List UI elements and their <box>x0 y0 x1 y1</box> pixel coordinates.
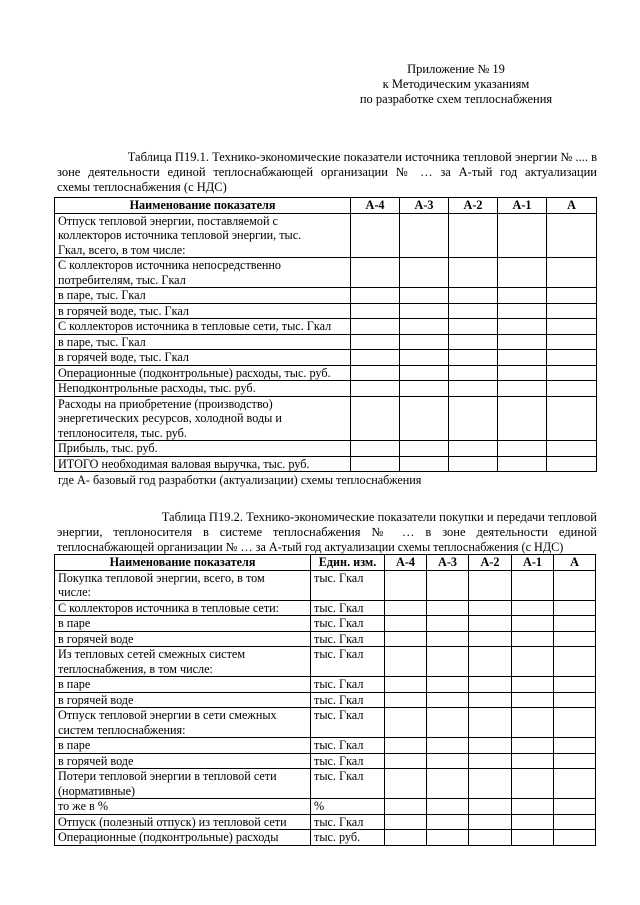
table1-value-cell <box>498 381 547 397</box>
table2-value-cell <box>469 647 512 677</box>
table1-value-cell <box>449 350 498 366</box>
table1-header-row <box>55 198 597 214</box>
table2-row-label <box>55 814 311 830</box>
table2-row-label <box>55 769 311 799</box>
table2-row-label <box>55 647 311 677</box>
table2-value-cell <box>427 616 469 632</box>
row-label-line: в паре, тыс. Гкал <box>58 334 146 349</box>
table-row <box>55 738 596 754</box>
table-row <box>55 769 596 799</box>
table1-value-cell <box>498 456 547 472</box>
table-row <box>55 708 596 738</box>
table1-header-cell: А-1 <box>498 198 547 214</box>
table-row <box>55 647 596 677</box>
row-label-line: коллекторов источника тепловой энергии, тыс. <box>58 228 302 242</box>
table1-value-cell <box>547 365 597 381</box>
table1-value-cell <box>351 303 400 319</box>
appendix-header <box>346 62 566 107</box>
table2-caption <box>57 510 597 555</box>
table-row <box>55 334 597 350</box>
table1-value-cell <box>400 456 449 472</box>
table2-row-label <box>55 570 311 600</box>
table2-value-cell <box>385 799 427 815</box>
table1-value-cell <box>547 334 597 350</box>
table2-value-cell <box>554 738 596 754</box>
table1-value-cell <box>449 258 498 288</box>
table2-value-cell <box>427 738 469 754</box>
table1-value-cell <box>547 456 597 472</box>
table1-caption-line2: зоне деятельности единой теплоснабжающей организации № … за А-тый год актуализации <box>57 165 597 179</box>
table2-value-cell <box>512 692 554 708</box>
table2-row-label <box>55 738 311 754</box>
table2-row-label <box>55 616 311 632</box>
table2-header-row <box>55 555 596 571</box>
table1-header-cell: А <box>547 198 597 214</box>
table2-value-cell <box>554 814 596 830</box>
table2-value-cell <box>469 769 512 799</box>
table2-value-cell <box>512 738 554 754</box>
table2-unit-cell: тыс. Гкал <box>311 738 385 754</box>
table1-row-label <box>55 365 351 381</box>
table1-row-label <box>55 288 351 304</box>
table1-value-cell <box>547 441 597 457</box>
table2-unit-cell: тыс. Гкал <box>311 600 385 616</box>
table-row <box>55 677 596 693</box>
table2-value-cell <box>385 677 427 693</box>
row-label-line: Отпуск тепловой энергии, поставляемой с <box>58 213 278 228</box>
row-label-line: числе: <box>58 585 91 599</box>
table1-value-cell <box>449 441 498 457</box>
table1-value-cell <box>400 334 449 350</box>
table1-value-cell <box>351 381 400 397</box>
table2-unit-cell: тыс. Гкал <box>311 692 385 708</box>
table1-value-cell <box>498 288 547 304</box>
row-label-line: в горячей воде <box>58 631 134 646</box>
table2-value-cell <box>554 616 596 632</box>
table-row <box>55 381 597 397</box>
table1 <box>54 197 597 472</box>
table1-value-cell <box>449 213 498 258</box>
row-label-line: в паре, тыс. Гкал <box>58 288 146 302</box>
table1-header-cell: А-4 <box>351 198 400 214</box>
table2-value-cell <box>469 570 512 600</box>
table1-value-cell <box>498 334 547 350</box>
table1-value-cell <box>351 319 400 335</box>
row-label-line: С коллекторов источника непосредственно <box>58 258 282 272</box>
row-label-line: Неподконтрольные расходы, тыс. руб. <box>58 381 256 395</box>
table2-unit-cell: тыс. Гкал <box>311 753 385 769</box>
row-label-line: в паре <box>58 616 91 630</box>
table2-value-cell <box>385 708 427 738</box>
table1-value-cell <box>547 288 597 304</box>
table-row <box>55 258 597 288</box>
table1-value-cell <box>351 396 400 441</box>
row-label-line: Расходы на приобретение (производство) <box>58 396 273 411</box>
table1-row-label <box>55 319 351 335</box>
table-row <box>55 631 596 647</box>
row-label-line: Прибыль, тыс. руб. <box>58 441 158 455</box>
table2-header-cell: А-3 <box>427 555 469 571</box>
table1-row-label <box>55 303 351 319</box>
table2-value-cell <box>554 692 596 708</box>
table1-value-cell <box>351 213 400 258</box>
table1-value-cell <box>351 456 400 472</box>
row-label-line: С коллекторов источника в тепловые сети, тыс. Гкал <box>58 319 332 333</box>
table1-value-cell <box>449 319 498 335</box>
table1-header-cell: А-2 <box>449 198 498 214</box>
table2-value-cell <box>469 753 512 769</box>
table1-value-cell <box>547 350 597 366</box>
table1-value-cell <box>498 441 547 457</box>
table2-value-cell <box>512 708 554 738</box>
row-label-line: в паре <box>58 738 91 752</box>
table1-value-cell <box>400 213 449 258</box>
table2-value-cell <box>512 814 554 830</box>
row-label-line: в горячей воде, тыс. Гкал <box>58 303 189 318</box>
row-label-line: в горячей воде <box>58 692 134 707</box>
table2-value-cell <box>512 753 554 769</box>
table2-value-cell <box>554 708 596 738</box>
table1-row-label <box>55 441 351 457</box>
table1-value-cell <box>449 303 498 319</box>
table1-value-cell <box>351 258 400 288</box>
table1-value-cell <box>498 396 547 441</box>
table-row <box>55 570 596 600</box>
table2-header-cell: Наименование показателя <box>55 555 311 571</box>
table1-value-cell <box>498 365 547 381</box>
table2-value-cell <box>554 769 596 799</box>
row-label-line: Операционные (подконтрольные) расходы, тыс. руб. <box>58 365 331 380</box>
row-label-line: Потери тепловой энергии в тепловой сети <box>58 769 277 783</box>
row-label-line: теплоносителя, тыс. руб. <box>58 425 187 440</box>
table2-value-cell <box>554 677 596 693</box>
table1-value-cell <box>449 288 498 304</box>
table2-value-cell <box>385 753 427 769</box>
table2-row-label <box>55 708 311 738</box>
table1-row-label <box>55 396 351 441</box>
table1-value-cell <box>498 319 547 335</box>
table2-value-cell <box>469 692 512 708</box>
table2-value-cell <box>469 631 512 647</box>
table2-unit-cell: тыс. Гкал <box>311 570 385 600</box>
table2-value-cell <box>385 738 427 754</box>
table1-value-cell <box>449 365 498 381</box>
table2-row-label <box>55 692 311 708</box>
table2-value-cell <box>427 570 469 600</box>
table-row <box>55 350 597 366</box>
table1-value-cell <box>449 456 498 472</box>
table2-caption-line2: энергии, теплоносителя в системе теплоснабжения № … в зоне деятельности единой <box>57 525 597 539</box>
row-label-line: Операционные (подконтрольные) расходы <box>58 830 279 844</box>
table2-header-cell: Един. изм. <box>311 555 385 571</box>
table2-value-cell <box>512 631 554 647</box>
table2-row-label <box>55 600 311 616</box>
table1-value-cell <box>351 441 400 457</box>
table2-value-cell <box>469 799 512 815</box>
table2-value-cell <box>427 631 469 647</box>
table2-value-cell <box>385 600 427 616</box>
table-row <box>55 441 597 457</box>
table2-row-label <box>55 830 311 846</box>
table2-value-cell <box>469 708 512 738</box>
table1-value-cell <box>547 258 597 288</box>
table2-row-label <box>55 753 311 769</box>
row-label-line: в паре <box>58 677 91 691</box>
table2-header-cell: А <box>554 555 596 571</box>
table2-value-cell <box>512 570 554 600</box>
table-row <box>55 288 597 304</box>
table1-value-cell <box>400 381 449 397</box>
table2-header-cell: А-2 <box>469 555 512 571</box>
table2-row-label <box>55 677 311 693</box>
table2-value-cell <box>554 631 596 647</box>
table2-unit-cell: % <box>311 799 385 815</box>
table1-header-cell: А-3 <box>400 198 449 214</box>
table2-value-cell <box>512 769 554 799</box>
table2-unit-cell: тыс. Гкал <box>311 708 385 738</box>
table2-unit-cell: тыс. Гкал <box>311 677 385 693</box>
table2-unit-cell: тыс. Гкал <box>311 647 385 677</box>
table2-value-cell <box>469 814 512 830</box>
table2-value-cell <box>512 616 554 632</box>
table2-value-cell <box>385 647 427 677</box>
table2-row-label <box>55 799 311 815</box>
row-label-line: в горячей воде <box>58 753 134 768</box>
table-row <box>55 753 596 769</box>
table1-value-cell <box>400 303 449 319</box>
table2-value-cell <box>512 647 554 677</box>
table2-unit-cell: тыс. Гкал <box>311 814 385 830</box>
table2-value-cell <box>427 647 469 677</box>
table2-unit-cell: тыс. Гкал <box>311 769 385 799</box>
table2-value-cell <box>427 708 469 738</box>
table1-header-cell: Наименование показателя <box>55 198 351 214</box>
table1-value-cell <box>400 396 449 441</box>
table2-caption-line1: Таблица П19.2. Технико-экономические показатели покупки и передачи тепловой <box>161 510 597 524</box>
table1-value-cell <box>498 303 547 319</box>
table-row <box>55 814 596 830</box>
table-row <box>55 303 597 319</box>
table-row <box>55 319 597 335</box>
table2-value-cell <box>512 830 554 846</box>
table2-value-cell <box>512 677 554 693</box>
table1-value-cell <box>400 319 449 335</box>
table1-row-label <box>55 456 351 472</box>
table2-value-cell <box>385 631 427 647</box>
table2-value-cell <box>469 830 512 846</box>
table1-value-cell <box>547 396 597 441</box>
table2-value-cell <box>512 600 554 616</box>
table2-value-cell <box>385 814 427 830</box>
table1-value-cell <box>498 258 547 288</box>
row-label-line: систем теплоснабжения: <box>58 722 186 737</box>
row-label-line: Гкал, всего, в том числе: <box>58 242 186 257</box>
table2 <box>54 554 596 846</box>
table1-value-cell <box>547 381 597 397</box>
table-row <box>55 396 597 441</box>
table2-value-cell <box>469 600 512 616</box>
table2-value-cell <box>554 570 596 600</box>
table2-value-cell <box>469 616 512 632</box>
table2-value-cell <box>469 738 512 754</box>
row-label-line: в горячей воде, тыс. Гкал <box>58 350 189 364</box>
row-label-line: ИТОГО необходимая валовая выручка, тыс. руб. <box>58 456 310 471</box>
table1-row-label <box>55 213 351 258</box>
table1-caption-line1: Таблица П19.1. Технико-экономические показатели источника тепловой энергии № .... в <box>127 150 597 164</box>
table1-row-label <box>55 381 351 397</box>
table2-unit-cell: тыс. руб. <box>311 830 385 846</box>
row-label-line: Из тепловых сетей смежных систем <box>58 647 246 661</box>
row-label-line: энергетических ресурсов, холодной воды и <box>58 411 282 425</box>
table-row <box>55 799 596 815</box>
table2-value-cell <box>385 616 427 632</box>
table1-value-cell <box>400 365 449 381</box>
table-row <box>55 616 596 632</box>
table1-value-cell <box>400 350 449 366</box>
table2-unit-cell: тыс. Гкал <box>311 616 385 632</box>
table2-value-cell <box>512 799 554 815</box>
table1-value-cell <box>449 334 498 350</box>
table2-value-cell <box>427 814 469 830</box>
table1-caption <box>57 150 597 195</box>
table2-unit-cell: тыс. Гкал <box>311 631 385 647</box>
table2-header-cell: А-1 <box>512 555 554 571</box>
table2-value-cell <box>469 677 512 693</box>
table2-value-cell <box>427 769 469 799</box>
table2-value-cell <box>554 753 596 769</box>
table-row <box>55 692 596 708</box>
row-label-line: Покупка тепловой энергии, всего, в том <box>58 570 265 585</box>
table-row <box>55 456 597 472</box>
table1-note: где А- базовый год разработки (актуализации) схемы теплоснабжения <box>58 473 422 487</box>
table2-value-cell <box>554 647 596 677</box>
table2-value-cell <box>554 830 596 846</box>
table2-value-cell <box>427 677 469 693</box>
table1-value-cell <box>547 213 597 258</box>
table1-value-cell <box>400 258 449 288</box>
table2-value-cell <box>554 600 596 616</box>
appendix-ref: к Методическим указаниям <box>382 77 530 91</box>
table1-row-label <box>55 334 351 350</box>
table1-value-cell <box>351 288 400 304</box>
table1-value-cell <box>351 334 400 350</box>
table1-row-label <box>55 258 351 288</box>
row-label-line: Отпуск (полезный отпуск) из тепловой сети <box>58 814 287 829</box>
table2-value-cell <box>427 830 469 846</box>
table2-value-cell <box>427 692 469 708</box>
row-label-line: Отпуск тепловой энергии в сети смежных <box>58 708 277 722</box>
table-row <box>55 365 597 381</box>
table1-value-cell <box>547 303 597 319</box>
appendix-topic: по разработке схем теплоснабжения <box>359 92 553 106</box>
table-row <box>55 600 596 616</box>
table2-value-cell <box>554 799 596 815</box>
table2-value-cell <box>385 830 427 846</box>
table2-value-cell <box>385 570 427 600</box>
table1-caption-line3: схемы теплоснабжения (с НДС) <box>57 180 227 194</box>
table1-row-label <box>55 350 351 366</box>
table2-value-cell <box>427 753 469 769</box>
table1-value-cell <box>351 365 400 381</box>
row-label-line: теплоснабжения, в том числе: <box>58 661 213 676</box>
table2-row-label <box>55 631 311 647</box>
table1-value-cell <box>498 213 547 258</box>
table1-value-cell <box>351 350 400 366</box>
table2-value-cell <box>385 692 427 708</box>
table2-header-cell: А-4 <box>385 555 427 571</box>
appendix-number: Приложение № 19 <box>407 62 505 76</box>
table1-value-cell <box>400 288 449 304</box>
table2-caption-line3: теплоснабжающей организации № … за А-тый год актуализации схемы теплоснабжения (с НДС) <box>57 540 564 554</box>
table1-value-cell <box>547 319 597 335</box>
table2-value-cell <box>427 799 469 815</box>
row-label-line: потребителям, тыс. Гкал <box>58 272 186 287</box>
table2-value-cell <box>427 600 469 616</box>
table1-value-cell <box>498 350 547 366</box>
table-row <box>55 830 596 846</box>
row-label-line: то же в % <box>58 799 108 813</box>
table2-value-cell <box>385 769 427 799</box>
table-row <box>55 213 597 258</box>
row-label-line: С коллекторов источника в тепловые сети: <box>58 600 280 615</box>
table1-value-cell <box>449 381 498 397</box>
row-label-line: (нормативные) <box>58 783 136 798</box>
table1-value-cell <box>400 441 449 457</box>
table1-value-cell <box>449 396 498 441</box>
